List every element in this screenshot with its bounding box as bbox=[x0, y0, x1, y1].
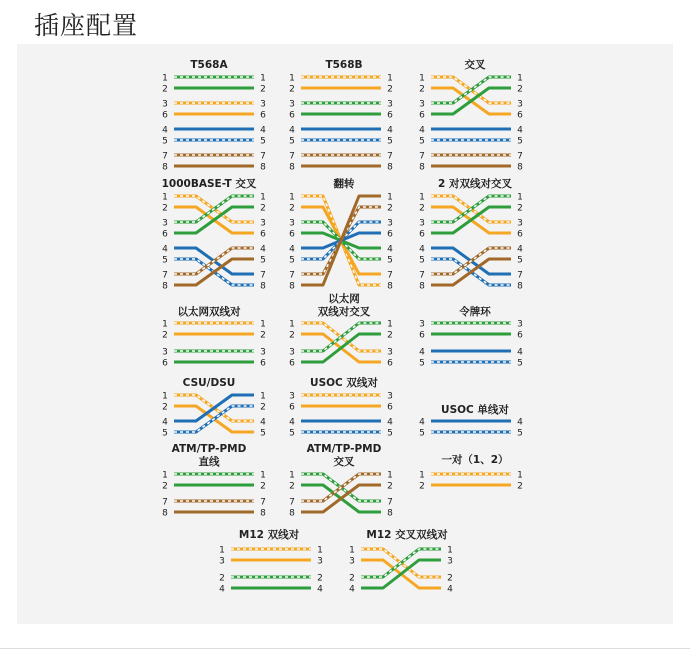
pin-label-right: 6 bbox=[517, 229, 523, 240]
pin-label-right: 3 bbox=[387, 347, 393, 358]
pin-label-left: 2 bbox=[162, 402, 168, 413]
pin-label-left: 2 bbox=[289, 481, 295, 492]
pin-label-right: 7 bbox=[260, 497, 266, 508]
pin-label-left: 4 bbox=[289, 125, 295, 136]
wiring-gig-crossover bbox=[162, 177, 267, 292]
pin-label-left: 7 bbox=[289, 151, 295, 162]
pin-label-right: 6 bbox=[517, 330, 523, 341]
pin-label-left: 2 bbox=[219, 573, 225, 584]
pin-label-left: 8 bbox=[419, 162, 425, 173]
pin-label-left: 3 bbox=[162, 347, 168, 358]
pin-label-left: 6 bbox=[419, 229, 425, 240]
green-white-stripe bbox=[431, 77, 511, 103]
pin-label-left: 4 bbox=[162, 125, 168, 136]
pin-label-right: 6 bbox=[260, 358, 266, 369]
pin-label-left: 1 bbox=[289, 192, 295, 203]
pin-label-left: 2 bbox=[289, 84, 295, 95]
pin-label-left: 1 bbox=[162, 470, 168, 481]
pin-label-left: 1 bbox=[289, 470, 295, 481]
pin-label-left: 7 bbox=[419, 151, 425, 162]
pin-label-left: 2 bbox=[289, 330, 295, 341]
pin-label-right: 8 bbox=[517, 162, 523, 173]
header bbox=[0, 0, 690, 48]
pin-label-left: 7 bbox=[289, 497, 295, 508]
pin-label-right: 2 bbox=[517, 84, 523, 95]
blue-wire bbox=[174, 395, 254, 421]
pin-label-left: 4 bbox=[289, 244, 295, 255]
pin-label-right: 5 bbox=[517, 255, 523, 266]
pin-label-left: 6 bbox=[419, 110, 425, 121]
pin-label-left: 4 bbox=[419, 347, 425, 358]
pin-label-right: 2 bbox=[317, 573, 323, 584]
pin-label-right: 4 bbox=[260, 244, 266, 255]
pin-label-left: 5 bbox=[162, 255, 168, 266]
pin-label-left: 5 bbox=[419, 428, 425, 439]
pin-label-right: 3 bbox=[317, 556, 323, 567]
pin-label-left: 3 bbox=[162, 218, 168, 229]
brown-wire bbox=[174, 259, 254, 285]
pin-label-left: 8 bbox=[289, 281, 295, 292]
pin-label-right: 3 bbox=[260, 347, 266, 358]
wiring-m12-two-pair bbox=[219, 528, 323, 595]
pin-label-right: 4 bbox=[517, 417, 523, 428]
pin-label-right: 7 bbox=[517, 151, 523, 162]
pin-label-right: 3 bbox=[517, 99, 523, 110]
pin-label-right: 6 bbox=[387, 402, 393, 413]
pin-label-left: 5 bbox=[289, 255, 295, 266]
pin-label-left: 5 bbox=[289, 136, 295, 147]
pin-label-right: 7 bbox=[517, 270, 523, 281]
divider bbox=[0, 648, 690, 649]
pin-label-right: 2 bbox=[260, 84, 266, 95]
pin-label-right: 1 bbox=[517, 73, 523, 84]
pin-label-right: 1 bbox=[387, 73, 393, 84]
pin-label-right: 8 bbox=[387, 508, 393, 519]
wiring-two-pair-crossover bbox=[419, 177, 523, 292]
pin-label-right: 8 bbox=[387, 281, 393, 292]
pin-label-left: 4 bbox=[419, 417, 425, 428]
pin-label-right: 7 bbox=[387, 151, 393, 162]
pin-label-right: 8 bbox=[260, 508, 266, 519]
pin-label-right: 8 bbox=[260, 162, 266, 173]
pin-label-right: 1 bbox=[387, 470, 393, 481]
pin-label-left: 1 bbox=[419, 470, 425, 481]
pin-label-left: 1 bbox=[162, 391, 168, 402]
pin-label-left: 6 bbox=[419, 330, 425, 341]
brown-wire bbox=[431, 259, 511, 285]
pin-label-left: 3 bbox=[162, 99, 168, 110]
pin-label-left: 4 bbox=[349, 584, 355, 595]
pin-label-right: 1 bbox=[260, 73, 266, 84]
wiring-diagrams bbox=[17, 44, 673, 624]
diagram-title: M12 交叉双线对 bbox=[366, 529, 448, 541]
pin-label-right: 3 bbox=[517, 218, 523, 229]
brown-white-stripe bbox=[431, 248, 511, 274]
pin-label-left: 4 bbox=[219, 584, 225, 595]
green-white-stripe bbox=[174, 196, 254, 222]
wiring-token-ring bbox=[419, 305, 523, 369]
pin-label-right: 2 bbox=[387, 481, 393, 492]
pin-label-left: 6 bbox=[162, 110, 168, 121]
brown-wire bbox=[301, 196, 381, 285]
pin-label-right: 1 bbox=[317, 545, 323, 556]
pin-label-right: 4 bbox=[517, 347, 523, 358]
pin-label-right: 6 bbox=[387, 110, 393, 121]
pin-label-right: 6 bbox=[387, 358, 393, 369]
wiring-rollover bbox=[289, 177, 393, 292]
pin-label-left: 5 bbox=[419, 255, 425, 266]
diagram-title: USOC 双线对 bbox=[310, 377, 378, 389]
pin-label-right: 6 bbox=[260, 110, 266, 121]
pin-label-left: 1 bbox=[162, 319, 168, 330]
pin-label-left: 4 bbox=[419, 125, 425, 136]
pin-label-right: 5 bbox=[260, 136, 266, 147]
pin-label-left: 7 bbox=[162, 151, 168, 162]
wiring-t568a bbox=[162, 59, 266, 173]
pin-label-left: 2 bbox=[419, 481, 425, 492]
pin-label-right: 1 bbox=[517, 192, 523, 203]
diagram-title: 2 对双线对交叉 bbox=[438, 178, 512, 190]
diagram-title: 1000BASE-T 交叉 bbox=[161, 178, 257, 190]
pin-label-left: 4 bbox=[289, 417, 295, 428]
pin-label-right: 4 bbox=[317, 584, 323, 595]
pin-label-right: 5 bbox=[387, 255, 393, 266]
pin-label-right: 5 bbox=[387, 136, 393, 147]
pin-label-right: 4 bbox=[447, 584, 453, 595]
pin-label-right: 8 bbox=[387, 162, 393, 173]
pin-label-right: 3 bbox=[387, 218, 393, 229]
green-wire bbox=[174, 207, 254, 233]
pin-label-right: 3 bbox=[260, 218, 266, 229]
pin-label-right: 4 bbox=[387, 244, 393, 255]
pin-label-right: 1 bbox=[260, 470, 266, 481]
diagram-title: 一对（1、2） bbox=[441, 454, 509, 466]
pin-label-left: 5 bbox=[162, 428, 168, 439]
blue-white-stripe bbox=[174, 406, 254, 432]
brown-white-stripe bbox=[174, 248, 254, 274]
pin-label-right: 5 bbox=[517, 136, 523, 147]
pin-label-right: 2 bbox=[260, 330, 266, 341]
pin-label-right: 2 bbox=[387, 203, 393, 214]
pin-label-right: 5 bbox=[260, 255, 266, 266]
wiring-csu-dsu bbox=[162, 377, 266, 439]
pin-label-left: 1 bbox=[349, 545, 355, 556]
diagram-title: 直线 bbox=[198, 456, 220, 468]
pin-label-left: 2 bbox=[349, 573, 355, 584]
pin-label-right: 2 bbox=[387, 84, 393, 95]
diagram-title: ATM/TP-PMD bbox=[171, 443, 247, 455]
diagram-title: T568A bbox=[190, 59, 228, 71]
pin-label-left: 2 bbox=[162, 481, 168, 492]
pin-label-left: 3 bbox=[419, 218, 425, 229]
diagram-title: T568B bbox=[325, 59, 363, 71]
pin-label-left: 3 bbox=[419, 319, 425, 330]
pin-label-right: 3 bbox=[447, 556, 453, 567]
pin-label-right: 4 bbox=[260, 417, 266, 428]
pin-label-right: 1 bbox=[260, 391, 266, 402]
pin-label-right: 1 bbox=[517, 470, 523, 481]
pin-label-right: 6 bbox=[387, 229, 393, 240]
pin-label-right: 2 bbox=[260, 203, 266, 214]
pin-label-left: 2 bbox=[419, 203, 425, 214]
pin-label-right: 3 bbox=[387, 391, 393, 402]
pin-label-right: 2 bbox=[447, 573, 453, 584]
pin-label-left: 8 bbox=[289, 508, 295, 519]
pin-label-right: 1 bbox=[447, 545, 453, 556]
pin-label-left: 3 bbox=[289, 99, 295, 110]
pin-label-left: 5 bbox=[419, 358, 425, 369]
pin-label-right: 2 bbox=[517, 203, 523, 214]
diagram-title: ATM/TP-PMD bbox=[306, 443, 382, 455]
pin-label-left: 2 bbox=[162, 330, 168, 341]
wiring-ethernet-pairs-crossover bbox=[289, 292, 393, 369]
pin-label-left: 7 bbox=[162, 497, 168, 508]
pin-label-left: 1 bbox=[419, 73, 425, 84]
pin-label-left: 2 bbox=[162, 203, 168, 214]
pin-label-right: 3 bbox=[517, 319, 523, 330]
diagram-title: M12 双线对 bbox=[238, 529, 300, 541]
pin-label-left: 1 bbox=[419, 192, 425, 203]
diagram-title: 交叉 bbox=[464, 59, 486, 71]
pin-label-left: 8 bbox=[162, 162, 168, 173]
pin-label-right: 7 bbox=[260, 151, 266, 162]
pin-label-left: 8 bbox=[162, 281, 168, 292]
diagram-title: 翻转 bbox=[333, 178, 355, 190]
pin-label-left: 5 bbox=[162, 136, 168, 147]
pin-label-left: 7 bbox=[419, 270, 425, 281]
pin-label-right: 5 bbox=[517, 428, 523, 439]
pin-label-right: 1 bbox=[387, 192, 393, 203]
pin-label-right: 1 bbox=[260, 319, 266, 330]
wiring-one-pair bbox=[419, 453, 523, 492]
pin-label-right: 5 bbox=[260, 428, 266, 439]
pin-label-right: 8 bbox=[260, 281, 266, 292]
pin-label-left: 1 bbox=[219, 545, 225, 556]
pin-label-right: 1 bbox=[260, 192, 266, 203]
wiring-atm-straight bbox=[162, 443, 266, 519]
pin-label-left: 5 bbox=[419, 136, 425, 147]
wiring-t568b bbox=[289, 59, 393, 173]
wiring-atm-crossover bbox=[289, 443, 393, 519]
pin-label-left: 3 bbox=[289, 218, 295, 229]
pin-label-right: 7 bbox=[260, 270, 266, 281]
pin-label-left: 4 bbox=[162, 417, 168, 428]
pin-label-left: 8 bbox=[162, 508, 168, 519]
diagram-title: 以太网 bbox=[328, 293, 360, 305]
diagram-title: 双线对交叉 bbox=[317, 306, 371, 318]
pin-label-right: 4 bbox=[517, 244, 523, 255]
pin-label-left: 3 bbox=[289, 391, 295, 402]
pin-label-right: 1 bbox=[387, 319, 393, 330]
wiring-usoc-two-pair bbox=[289, 376, 393, 439]
pin-label-right: 4 bbox=[387, 417, 393, 428]
pin-label-left: 4 bbox=[162, 244, 168, 255]
diagram-title: 以太网双线对 bbox=[177, 306, 241, 318]
page-title: 插座配置 bbox=[34, 11, 139, 40]
pin-label-left: 6 bbox=[162, 229, 168, 240]
diagram-title: 令牌环 bbox=[459, 306, 491, 318]
pin-label-left: 5 bbox=[289, 428, 295, 439]
pin-label-right: 4 bbox=[387, 125, 393, 136]
wiring-m12-crossover bbox=[349, 528, 453, 595]
pin-label-left: 2 bbox=[162, 84, 168, 95]
pin-label-left: 8 bbox=[419, 281, 425, 292]
pin-label-left: 1 bbox=[162, 73, 168, 84]
green-wire bbox=[431, 88, 511, 114]
diagram-title: 交叉 bbox=[333, 456, 355, 468]
wiring-usoc-single-pair bbox=[419, 403, 523, 439]
pin-label-left: 1 bbox=[162, 192, 168, 203]
pin-label-right: 2 bbox=[517, 481, 523, 492]
pin-label-right: 5 bbox=[387, 428, 393, 439]
pin-label-left: 7 bbox=[289, 270, 295, 281]
pin-label-left: 4 bbox=[419, 244, 425, 255]
pin-label-left: 1 bbox=[289, 319, 295, 330]
pin-label-left: 6 bbox=[289, 358, 295, 369]
pin-label-right: 3 bbox=[260, 99, 266, 110]
pin-label-right: 2 bbox=[260, 481, 266, 492]
pin-label-right: 2 bbox=[387, 330, 393, 341]
pin-label-right: 6 bbox=[517, 110, 523, 121]
pin-label-left: 2 bbox=[289, 203, 295, 214]
pin-label-right: 2 bbox=[260, 402, 266, 413]
pin-label-left: 7 bbox=[162, 270, 168, 281]
green-white-stripe bbox=[431, 196, 511, 222]
pin-label-left: 3 bbox=[349, 556, 355, 567]
pin-label-left: 3 bbox=[219, 556, 225, 567]
pin-label-left: 3 bbox=[419, 99, 425, 110]
pin-label-right: 4 bbox=[260, 125, 266, 136]
pin-label-left: 6 bbox=[289, 229, 295, 240]
pin-label-right: 7 bbox=[387, 497, 393, 508]
pin-label-left: 3 bbox=[289, 347, 295, 358]
pin-label-left: 2 bbox=[419, 84, 425, 95]
wiring-ethernet-pairs bbox=[162, 305, 266, 369]
pin-label-left: 6 bbox=[162, 358, 168, 369]
pin-label-left: 6 bbox=[289, 402, 295, 413]
pin-label-left: 1 bbox=[289, 73, 295, 84]
pin-label-right: 5 bbox=[517, 358, 523, 369]
green-wire bbox=[431, 207, 511, 233]
pin-label-right: 3 bbox=[387, 99, 393, 110]
wiring-crossover bbox=[419, 58, 523, 173]
pin-label-right: 4 bbox=[517, 125, 523, 136]
diagram-title: CSU/DSU bbox=[182, 377, 236, 389]
pin-label-right: 6 bbox=[260, 229, 266, 240]
pin-label-right: 7 bbox=[387, 270, 393, 281]
pin-label-left: 6 bbox=[289, 110, 295, 121]
pin-label-left: 8 bbox=[289, 162, 295, 173]
pin-label-right: 8 bbox=[517, 281, 523, 292]
diagram-title: USOC 单线对 bbox=[441, 404, 509, 416]
